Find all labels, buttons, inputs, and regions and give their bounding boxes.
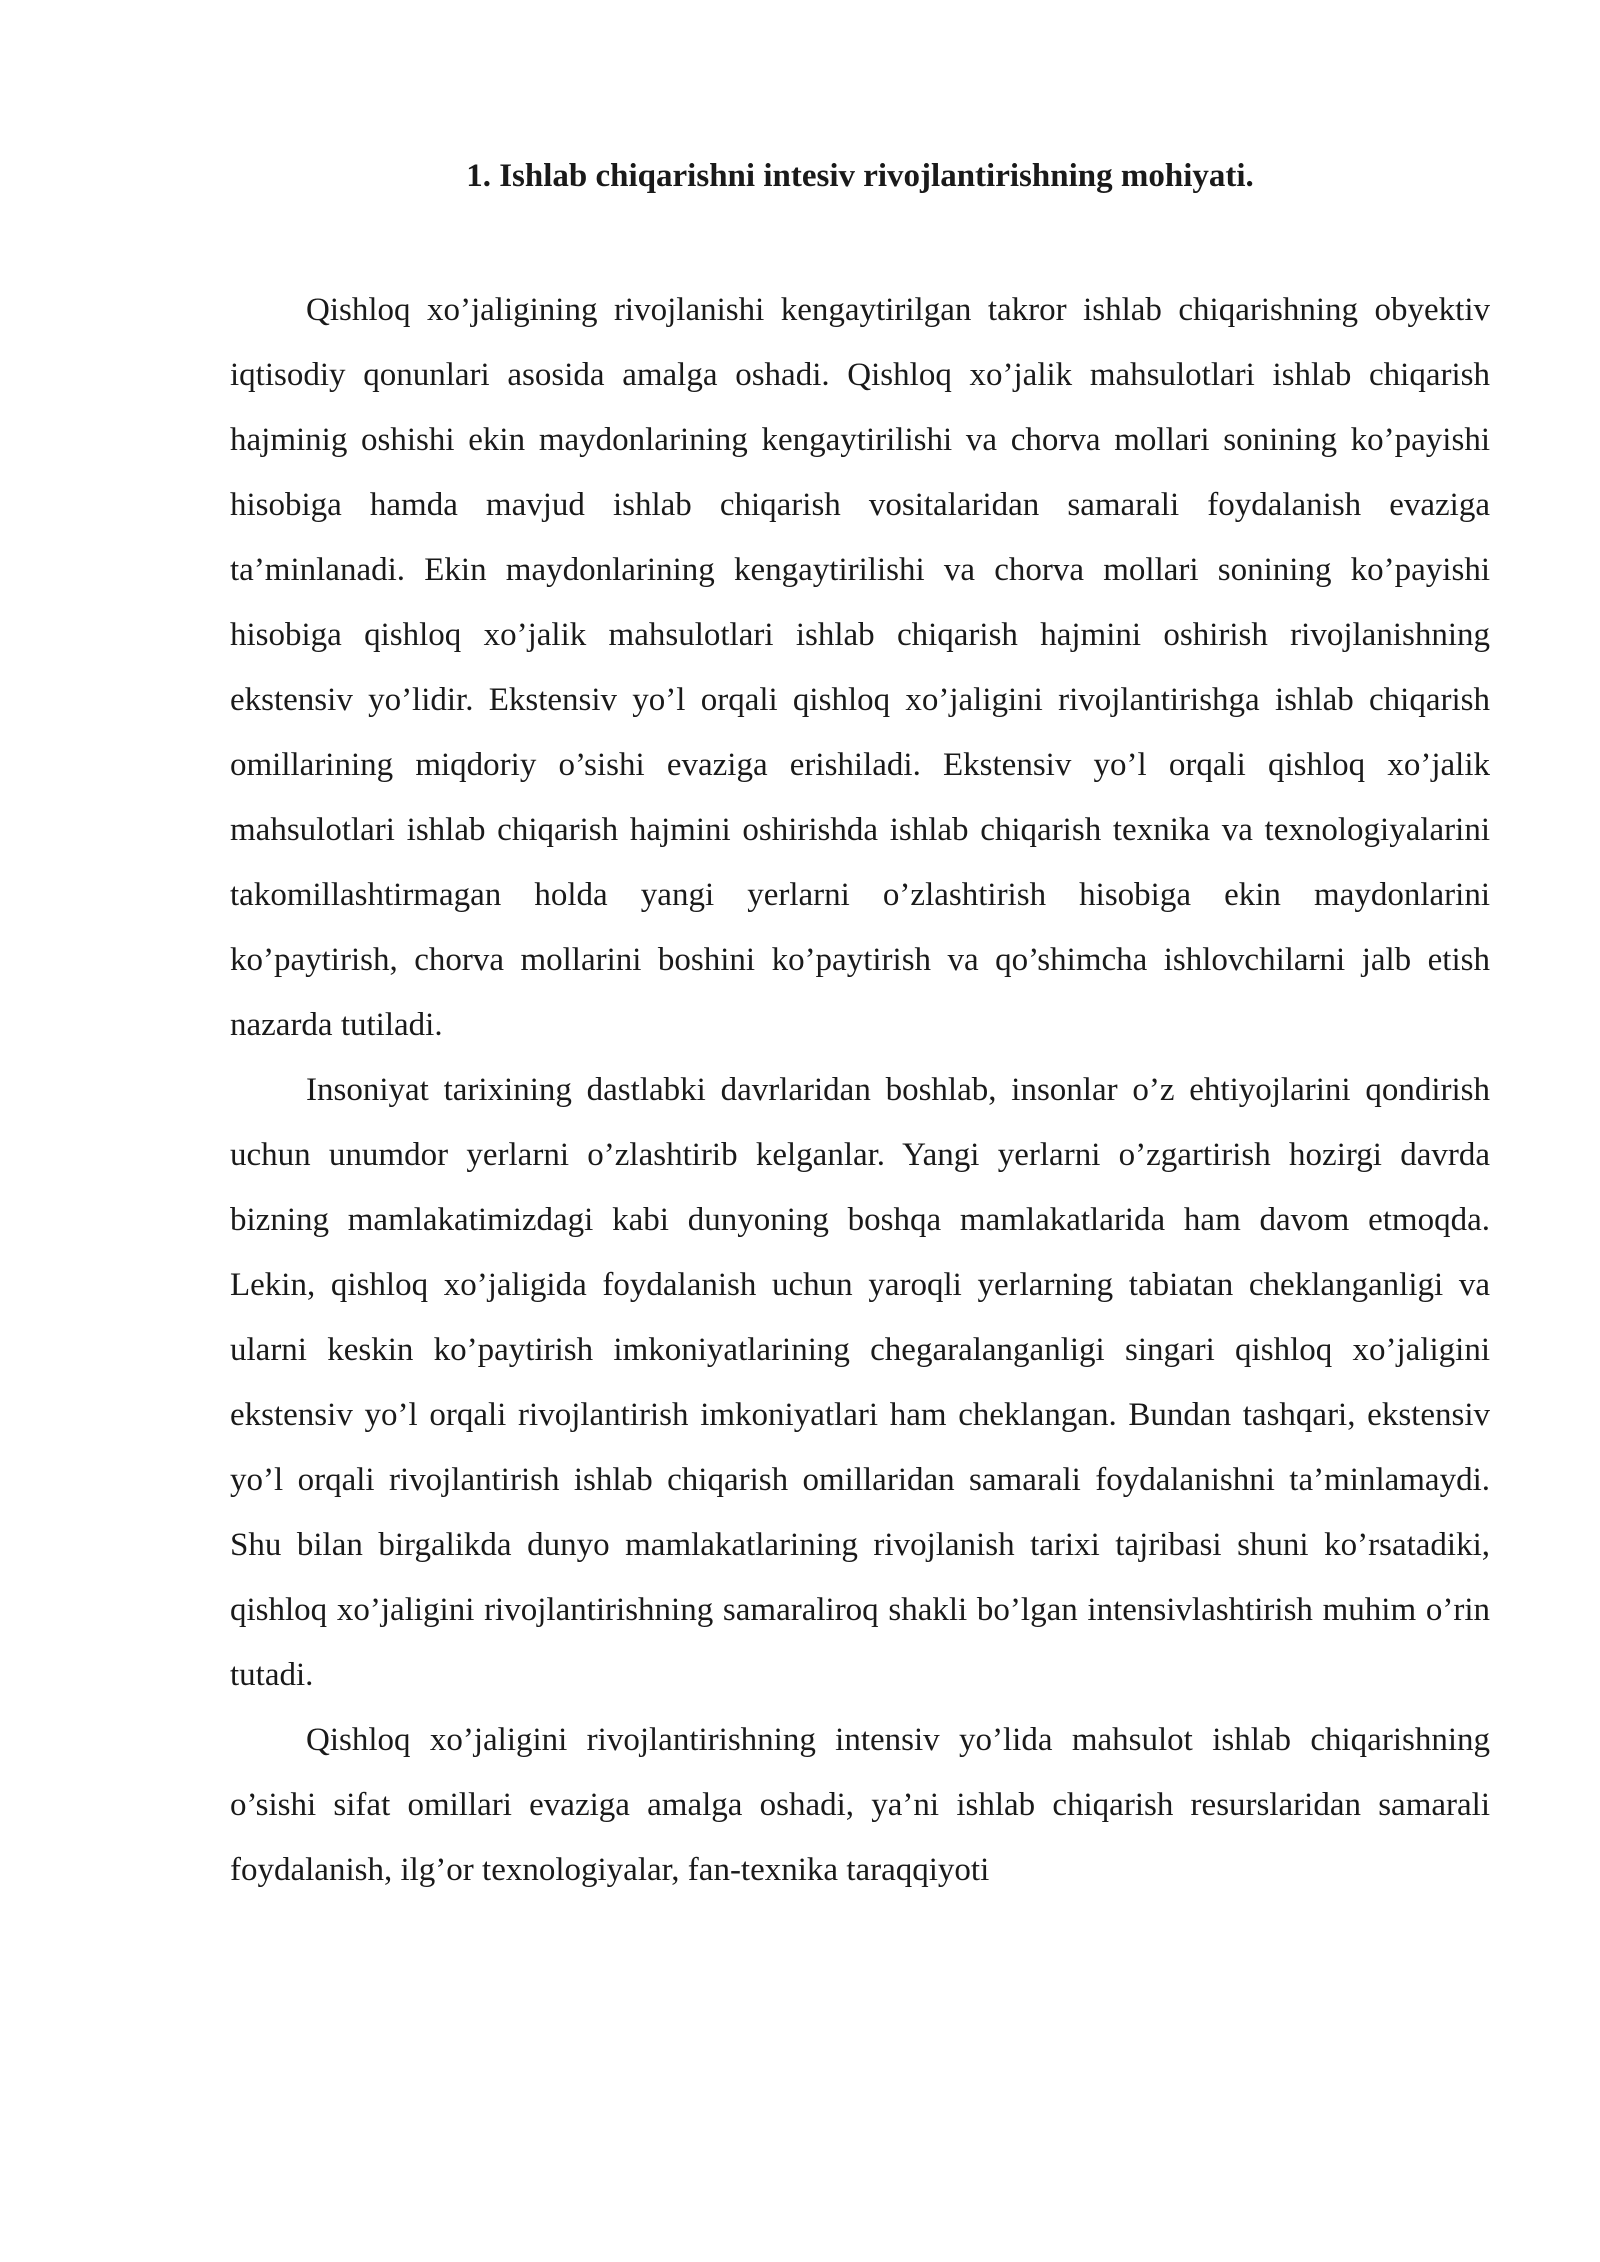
paragraph-intensive-development: Qishloq xo’jaligini rivojlantirishning intensiv yo’lida mahsulot ishlab chiqarishning o’sishi sifat omillari evaziga amalga oshadi, ya’ni ishlab chiqarish resurslaridan samarali foydalanish, ilg’or texnologiyalar, fan-texnika taraqqiyoti (230, 1722, 1490, 1888)
body-text (230, 278, 1490, 1903)
paragraph-extensive-development: Qishloq xo’jaligining rivojlanishi kengaytirilgan takror ishlab chiqarishning obyektiv iqtisodiy qonunlari asosida amalga oshadi. Qishloq xo’jalik mahsulotlari ishlab chiqarish hajminig oshishi ekin maydonlarining kengaytirilishi va chorva mollari sonining ko’payishi hisobiga hamda mavjud ishlab chiqarish vositalaridan samarali foydalanish evaziga ta’minlanadi. Ekin maydonlarining kengaytirilishi va chorva mollari sonining ko’payishi hisobiga qishloq xo’jalik mahsulotlari ishlab chiqarish hajmini oshirish rivojlanishning ekstensiv yo’lidir. Ekstensiv yo’l orqali qishloq xo’jaligini rivojlantirishga ishlab chiqarish omillarining miqdoriy o’sishi evaziga erishiladi. Ekstensiv yo’l orqali qishloq xo’jalik mahsulotlari ishlab chiqarish hajmini oshirishda ishlab chiqarish texnika va texnologiyalarini takomillashtirmagan holda yangi yerlarni o’zlashtirish hisobiga ekin maydonlarini ko’paytirish, chorva mollarini boshini ko’paytirish va qo’shimcha ishlovchilarni jalb etish nazarda tutiladi. (230, 292, 1490, 1043)
paragraph-land-limitations: Insoniyat tarixining dastlabki davrlaridan boshlab, insonlar o’z ehtiyojlarini qondirish uchun unumdor yerlarni o’zlashtirib kelganlar. Yangi yerlarni o’zgartirish hozirgi davrda bizning mamlakatimizdagi kabi dunyoning boshqa mamlakatlarida ham davom etmoqda. Lekin, qishloq xo’jaligida foydalanish uchun yaroqli yerlarning tabiatan cheklanganligi va ularni keskin ko’paytirish imkoniyatlarining chegaralanganligi singari qishloq xo’jaligini ekstensiv yo’l orqali rivojlantirish imkoniyatlari ham cheklangan. Bundan tashqari, ekstensiv yo’l orqali rivojlantirish ishlab chiqarish omillaridan samarali foydalanishni ta’minlamaydi. Shu bilan birgalikda dunyo mamlakatlarining rivojlanish tarixi tajribasi shuni ko’rsatadiki, qishloq xo’jaligini rivojlantirishning samaraliroq shakli bo’lgan intensivlashtirish muhim o’rin tutadi. (230, 1072, 1490, 1693)
section-heading: 1. Ishlab chiqarishni intesiv rivojlantirishning mohiyati. (466, 158, 1254, 194)
